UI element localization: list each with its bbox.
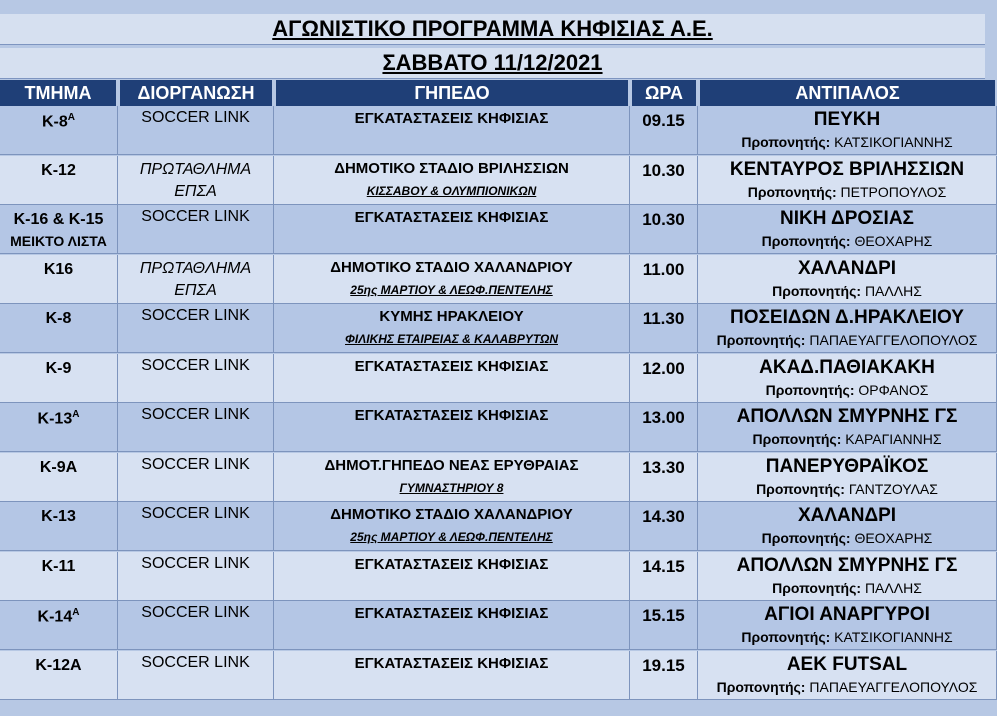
table-row [0, 403, 1000, 452]
coach-line [698, 431, 996, 447]
coach-line [698, 332, 996, 348]
venue-name: ΔΗΜΟΤΙΚΟ ΣΤΑΔΙΟ ΧΑΛΑΝΔΡΙΟΥ [330, 506, 573, 523]
venue-name: ΔΗΜΟΤΙΚΟ ΣΤΑΔΙΟ ΒΡΙΛΗΣΣΙΩΝ [334, 159, 569, 177]
coach-label: Προπονητής: [756, 480, 845, 497]
time-cell [630, 304, 698, 353]
coach-label: Προπονητής: [752, 431, 842, 447]
table-row [0, 552, 1000, 601]
match-time: 12.00 [642, 358, 685, 378]
venue-cell [274, 453, 630, 502]
venue-cell [274, 651, 630, 700]
opponent-cell [698, 403, 997, 452]
column-header-venue: ΓΗΠΕΔΟ [276, 80, 628, 106]
opponent-name: ΠΕΥΚΗ [813, 109, 881, 130]
coach-name: ΚΑΤΣΙΚΟΓΙΑΝΝΗΣ [834, 134, 953, 150]
time-cell [630, 403, 698, 452]
organization-cell [118, 403, 274, 452]
match-time: 10.30 [642, 160, 685, 180]
coach-line [698, 629, 996, 645]
venue-name: ΚΥΜΗΣ ΗΡΑΚΛΕΙΟΥ [379, 308, 524, 325]
time-cell [630, 354, 698, 403]
coach-label: Προπονητής: [716, 332, 806, 348]
time-cell [630, 552, 698, 601]
coach-line [698, 233, 996, 249]
column-header-time: ΩΡΑ [632, 80, 696, 106]
organization-name: SOCCER LINK [141, 554, 250, 572]
coach-name: ΠΑΠΑΕΥΑΓΓΕΛΟΠΟΥΛΟΣ [809, 332, 978, 348]
organization-name: SOCCER LINK [141, 455, 250, 473]
table-row [0, 651, 1000, 700]
match-time: 14.30 [642, 507, 685, 526]
coach-line [698, 184, 996, 200]
coach-name: ΠΑΠΑΕΥΑΓΓΕΛΟΠΟΥΛΟΣ [809, 678, 978, 695]
organization-name: SOCCER LINK [141, 208, 250, 225]
coach-line [698, 382, 996, 398]
team-cell [0, 106, 118, 155]
team-name: Κ-13 [41, 508, 76, 525]
team-name: Κ-16 & Κ-15 [13, 211, 104, 228]
table-header [0, 80, 1000, 106]
coach-label: Προπονητής: [741, 134, 831, 150]
table-row [0, 354, 1000, 403]
team-cell [0, 205, 118, 254]
team-cell [0, 502, 118, 551]
time-cell [630, 106, 698, 155]
team-cell [0, 651, 118, 700]
team-cell [0, 601, 118, 650]
opponent-cell [698, 651, 997, 700]
time-cell [630, 205, 698, 254]
team-cell [0, 255, 118, 304]
team-cell [0, 403, 118, 452]
organization-cell [118, 354, 274, 403]
organization-cell [118, 453, 274, 502]
team-cell [0, 453, 118, 502]
venue-cell [274, 156, 630, 205]
organization-name: ΠΡΩΤΑΘΛΗΜΑ ΕΠΣΑ [139, 259, 252, 299]
team-cell [0, 552, 118, 601]
match-time: 14.15 [642, 556, 685, 576]
opponent-name: ΠΟΣΕΙΔΩΝ Δ.ΗΡΑΚΛΕΙΟΥ [730, 307, 964, 328]
coach-label: Προπονητής: [747, 183, 837, 200]
coach-name: ΠΕΤΡΟΠΟΥΛΟΣ [840, 183, 947, 200]
coach-name: ΘΕΟΧΑΡΗΣ [854, 233, 933, 249]
organization-cell [118, 552, 274, 601]
coach-line [698, 530, 996, 546]
match-time: 19.15 [642, 655, 685, 675]
team-name: Κ-12 [41, 161, 76, 179]
opponent-cell [698, 601, 997, 650]
table-row [0, 205, 1000, 254]
coach-line [698, 580, 996, 596]
time-cell [630, 502, 698, 551]
team-note: ΜΕΙΚΤΟ ΛΙΣΤΑ [10, 233, 107, 249]
organization-cell [118, 601, 274, 650]
venue-cell [274, 106, 630, 155]
coach-line [698, 134, 996, 150]
coach-name: ΟΡΦΑΝΟΣ [858, 381, 929, 398]
organization-name: SOCCER LINK [141, 653, 250, 671]
organization-name: SOCCER LINK [141, 406, 250, 423]
opponent-cell [698, 106, 997, 155]
venue-name: ΕΓΚΑΤΑΣΤΑΣΕΙΣ ΚΗΦΙΣΙΑΣ [354, 407, 549, 424]
organization-cell [118, 255, 274, 304]
opponent-name: ΧΑΛΑΝΔΡΙ [797, 257, 897, 279]
opponent-cell [698, 453, 997, 502]
table-row [0, 601, 1000, 650]
organization-cell [118, 106, 274, 155]
time-cell [630, 156, 698, 205]
opponent-name: ΧΑΛΑΝΔΡΙ [797, 505, 897, 526]
match-time: 15.15 [642, 606, 685, 625]
venue-cell [274, 403, 630, 452]
team-cell [0, 354, 118, 403]
organization-cell [118, 205, 274, 254]
opponent-name: ΚΕΝΤΑΥΡΟΣ ΒΡΙΛΗΣΣΙΩΝ [729, 158, 965, 180]
opponent-cell [698, 304, 997, 353]
column-header-team: ΤΜΗΜΑ [0, 80, 116, 106]
team-name: Κ-13 [37, 410, 73, 428]
opponent-cell [698, 255, 997, 304]
team-cell [0, 304, 118, 353]
opponent-cell [698, 156, 997, 205]
venue-cell [274, 552, 630, 601]
coach-line [698, 283, 996, 299]
team-suffix: Α [67, 112, 75, 123]
venue-name: ΕΓΚΑΤΑΣΤΑΣΕΙΣ ΚΗΦΙΣΙΑΣ [354, 357, 549, 375]
opponent-name: ΑΚΑΔ.ΠΑΘΙΑΚΑΚΗ [759, 356, 935, 378]
venue-address: ΓΥΜΝΑΣΤΗΡΙΟΥ 8 [399, 480, 504, 495]
opponent-cell [698, 205, 997, 254]
match-time: 11.30 [642, 309, 685, 328]
team-name: Κ-8 [45, 310, 72, 327]
organization-name: SOCCER LINK [141, 604, 250, 621]
coach-name: ΚΑΤΣΙΚΟΓΙΑΝΝΗΣ [834, 629, 953, 645]
match-time: 11.00 [642, 259, 685, 279]
opponent-cell [698, 502, 997, 551]
coach-name: ΠΑΛΛΗΣ [864, 579, 922, 596]
time-cell [630, 601, 698, 650]
venue-address: ΦΙΛΙΚΗΣ ΕΤΑΙΡΕΙΑΣ & ΚΑΛΑΒΡΥΤΩΝ [345, 332, 558, 346]
venue-name: ΕΓΚΑΤΑΣΤΑΣΕΙΣ ΚΗΦΙΣΙΑΣ [354, 605, 549, 622]
venue-address: 25ης ΜΑΡΤΙΟΥ & ΛΕΩΦ.ΠΕΝΤΕΛΗΣ [350, 282, 553, 297]
opponent-name: ΠΑΝΕΡΥΘΡΑΪΚΟΣ [765, 455, 929, 477]
match-time: 13.00 [642, 408, 685, 427]
venue-cell [274, 354, 630, 403]
venue-address: ΚΙΣΣΑΒΟΥ & ΟΛΥΜΠΙΟΝΙΚΩΝ [366, 183, 537, 198]
venue-name: ΕΓΚΑΤΑΣΤΑΣΕΙΣ ΚΗΦΙΣΙΑΣ [354, 110, 549, 127]
coach-name: ΠΑΛΛΗΣ [864, 282, 922, 299]
coach-label: Προπονητής: [765, 381, 855, 398]
organization-cell [118, 502, 274, 551]
opponent-name: ΑΠΟΛΛΩΝ ΣΜΥΡΝΗΣ ΓΣ [736, 554, 958, 576]
coach-label: Προπονητής: [772, 282, 862, 299]
organization-name: SOCCER LINK [141, 356, 250, 374]
match-time: 09.15 [642, 111, 685, 130]
organization-name: ΠΡΩΤΑΘΛΗΜΑ ΕΠΣΑ [139, 160, 252, 200]
team-suffix: Α [72, 409, 80, 420]
team-name: Κ-12Α [35, 656, 82, 674]
venue-cell [274, 304, 630, 353]
team-cell [0, 156, 118, 205]
venue-name: ΔΗΜΟΤ.ΓΗΠΕΔΟ ΝΕΑΣ ΕΡΥΘΡΑΙΑΣ [324, 456, 579, 474]
organization-name: SOCCER LINK [141, 109, 250, 126]
coach-label: Προπονητής: [761, 530, 851, 546]
opponent-name: ΑΠΟΛΛΩΝ ΣΜΥΡΝΗΣ ΓΣ [736, 406, 958, 427]
table-row [0, 502, 1000, 551]
coach-label: Προπονητής: [761, 233, 851, 249]
organization-cell [118, 156, 274, 205]
match-time: 13.30 [642, 457, 685, 477]
team-name: Κ-14 [37, 608, 73, 626]
table-row [0, 106, 1000, 155]
column-header-organization: ΔΙΟΡΓΑΝΩΣΗ [120, 80, 272, 106]
coach-name: ΚΑΡΑΓΙΑΝΝΗΣ [845, 431, 942, 447]
coach-name: ΓΑΝΤΖΟΥΛΑΣ [848, 480, 938, 497]
opponent-cell [698, 552, 997, 601]
column-header-opponent: ΑΝΤΙΠΑΛΟΣ [700, 80, 995, 106]
venue-name: ΕΓΚΑΤΑΣΤΑΣΕΙΣ ΚΗΦΙΣΙΑΣ [354, 555, 549, 573]
time-cell [630, 651, 698, 700]
organization-name: SOCCER LINK [141, 307, 250, 324]
page-title: ΑΓΩΝΙΣΤΙΚΟ ΠΡΟΓΡΑΜΜΑ ΚΗΦΙΣΙΑΣ Α.Ε. [0, 14, 985, 45]
coach-line [698, 679, 996, 695]
opponent-name: ΑΓΙΟΙ ΑΝΑΡΓΥΡΟΙ [764, 604, 930, 625]
venue-name: ΕΓΚΑΤΑΣΤΑΣΕΙΣ ΚΗΦΙΣΙΑΣ [354, 209, 549, 226]
opponent-name: ΝΙΚΗ ΔΡΟΣΙΑΣ [780, 208, 914, 229]
opponent-name: ΑΕΚ FUTSAL [786, 653, 908, 675]
venue-cell [274, 601, 630, 650]
venue-name: ΔΗΜΟΤΙΚΟ ΣΤΑΔΙΟ ΧΑΛΑΝΔΡΙΟΥ [330, 258, 573, 276]
coach-name: ΘΕΟΧΑΡΗΣ [854, 530, 933, 546]
organization-cell [118, 304, 274, 353]
team-name: Κ-9Α [39, 458, 78, 476]
organization-cell [118, 651, 274, 700]
table-row [0, 156, 1000, 205]
venue-name: ΕΓΚΑΤΑΣΤΑΣΕΙΣ ΚΗΦΙΣΙΑΣ [354, 654, 549, 672]
team-name: Κ-11 [41, 557, 76, 575]
venue-cell [274, 502, 630, 551]
coach-line [698, 481, 996, 497]
team-name: Κ-8 [41, 113, 68, 131]
coach-label: Προπονητής: [716, 678, 806, 695]
team-name: Κ16 [43, 260, 74, 278]
match-time: 10.30 [642, 210, 685, 229]
venue-cell [274, 255, 630, 304]
venue-cell [274, 205, 630, 254]
venue-address: 25ης ΜΑΡΤΙΟΥ & ΛΕΩΦ.ΠΕΝΤΕΛΗΣ [350, 530, 553, 544]
organization-name: SOCCER LINK [141, 505, 250, 522]
team-name: Κ-9 [45, 359, 72, 377]
schedule-date: ΣΑΒΒΑΤΟ 11/12/2021 [0, 48, 985, 79]
coach-label: Προπονητής: [772, 579, 862, 596]
table-row [0, 453, 1000, 502]
team-suffix: Α [72, 607, 80, 618]
coach-label: Προπονητής: [741, 629, 831, 645]
table-row [0, 255, 1000, 304]
time-cell [630, 255, 698, 304]
table-row [0, 304, 1000, 353]
time-cell [630, 453, 698, 502]
opponent-cell [698, 354, 997, 403]
